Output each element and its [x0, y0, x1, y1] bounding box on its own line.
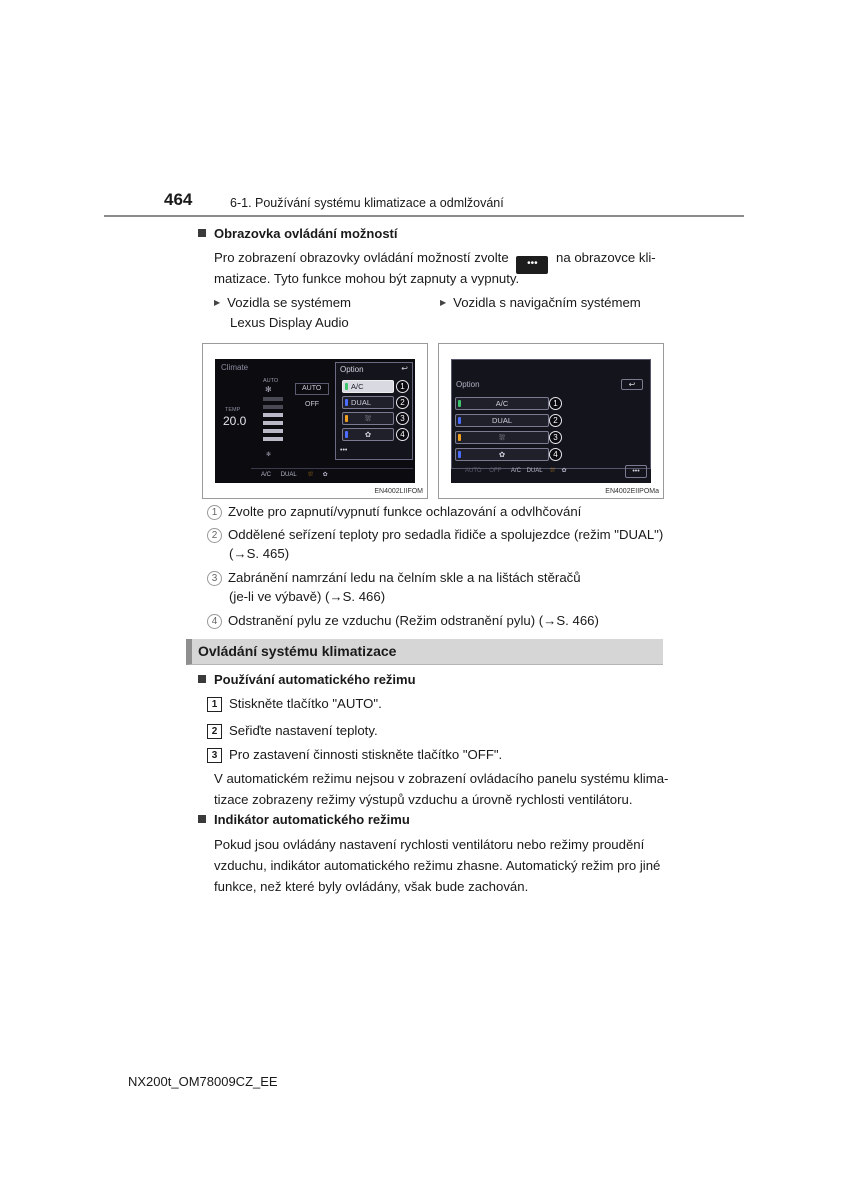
more-options-button-icon: •••: [516, 256, 548, 274]
callout-1: 1: [549, 397, 562, 410]
step-text: Pro zastavení činnosti stiskněte tlačítko "OFF".: [229, 747, 503, 762]
pollen-icon: ✿: [498, 450, 506, 459]
wiper-deicer-icon: ⛆: [365, 414, 371, 423]
variant-right: [440, 293, 641, 313]
status-dual: DUAL: [280, 472, 297, 478]
status-pollen-icon: ✿: [561, 468, 567, 474]
screenshot-navi: [438, 343, 664, 499]
temp-value: 20.0: [223, 414, 247, 428]
option-ac-label: A/C: [495, 399, 509, 408]
status-bar: [455, 465, 625, 477]
section-title: 6-1. Používání systému klimatizace a odmlžování: [230, 196, 504, 210]
led-indicator: [458, 400, 461, 407]
footer-code: NX200t_OM78009CZ_EE: [128, 1074, 278, 1089]
callout-3: 3: [396, 412, 409, 425]
fan-bar: [263, 413, 283, 417]
square-bullet-icon: [198, 815, 206, 823]
indicator-line3: funkce, než které byly ovládány, však bude zachován.: [214, 879, 529, 894]
section-band: [186, 639, 663, 665]
variant-left-line1: Vozidla se systémem: [227, 295, 352, 310]
fan-bar: [263, 405, 283, 409]
fan-speed-bars: [263, 397, 283, 447]
callout-number: 3: [207, 571, 222, 586]
status-pollen-icon: ✿: [322, 472, 328, 478]
back-icon[interactable]: ↩: [621, 379, 643, 390]
callout-item-1: [207, 502, 581, 522]
status-bar: [251, 468, 413, 480]
option-ac-label: A/C: [351, 382, 364, 391]
led-indicator: [345, 383, 348, 390]
status-off: OFF: [489, 468, 502, 474]
options-intro-line2: matizace. Tyto funkce mohou být zapnuty a vypnuty.: [214, 271, 520, 286]
callout-2: 2: [396, 396, 409, 409]
callout-1: 1: [396, 380, 409, 393]
callout-text-cont: (→S. 465): [229, 546, 290, 561]
callout-4: 4: [396, 428, 409, 441]
intro-text-a: Pro zobrazení obrazovky ovládání možností zvolte: [214, 250, 509, 265]
step-number: 3: [207, 748, 222, 763]
options-heading: [198, 226, 398, 241]
option-dual-label: DUAL: [351, 398, 372, 407]
callout-text-cont: (je-li ve výbavě) (→S. 466): [229, 589, 386, 604]
led-indicator: [458, 434, 461, 441]
intro-text-b: na obrazovce kli-: [556, 250, 656, 265]
indicator-heading-text: Indikátor automatického režimu: [214, 812, 410, 827]
option-title: Option: [456, 380, 480, 389]
lda-screen: [215, 359, 415, 483]
status-dual: DUAL: [526, 468, 543, 474]
option-dual-button[interactable]: [342, 396, 394, 409]
status-wiper-icon: ⛆: [550, 468, 555, 474]
step-text: Stiskněte tlačítko "AUTO".: [229, 696, 382, 711]
auto-mode-heading: [198, 672, 416, 687]
option-ac-button[interactable]: [455, 397, 549, 410]
auto-mode-heading-text: Používání automatického režimu: [214, 672, 416, 687]
navi-screen: [451, 359, 651, 483]
status-ac: A/C: [261, 472, 272, 478]
more-button[interactable]: •••: [340, 447, 348, 454]
page-number: 464: [164, 190, 193, 209]
status-auto: AUTO: [465, 468, 482, 474]
fan-bar: [263, 437, 283, 441]
image-code: EN4002LIIFOM: [374, 488, 423, 495]
option-pollen-button[interactable]: [455, 448, 549, 461]
off-button[interactable]: OFF: [305, 401, 319, 408]
led-indicator: [345, 431, 348, 438]
indicator-line2: vzduchu, indikátor automatického režimu zhasne. Automatický režim pro jiné: [214, 858, 661, 873]
section-band-title: Ovládání systému klimatizace: [198, 643, 397, 659]
back-icon[interactable]: ↩: [401, 364, 408, 373]
square-bullet-icon: [198, 229, 206, 237]
callout-4: 4: [549, 448, 562, 461]
fan-bar: [263, 429, 283, 433]
climate-title: Climate: [221, 363, 249, 372]
more-button[interactable]: •••: [625, 465, 647, 478]
step-text: Seřiďte nastavení teploty.: [229, 723, 378, 738]
callout-3: 3: [549, 431, 562, 444]
callout-item-4: [207, 611, 599, 631]
variant-left-line2: Lexus Display Audio: [230, 315, 349, 330]
callout-text: Oddělené seřízení teploty pro sedadla řidiče a spolujezdce (režim "DUAL"): [228, 527, 664, 542]
callout-number: 2: [207, 528, 222, 543]
callout-2: 2: [549, 414, 562, 427]
step-number: 1: [207, 697, 222, 712]
variant-right-text: Vozidla s navigačním systémem: [453, 295, 641, 310]
option-dual-label: DUAL: [491, 416, 512, 425]
auto-note-line2: tizace zobrazeny režimy výstupů vzduchu a úrovně rychlosti ventilátoru.: [214, 792, 633, 807]
callout-text: Zvolte pro zapnutí/vypnutí funkce ochlazování a odvlhčování: [228, 504, 582, 519]
fan-icon: ✻: [265, 385, 272, 394]
triangle-bullet-icon: ▶: [214, 298, 221, 307]
callout-text: Zabránění namrzání ledu na čelním skle a na lištách stěračů: [228, 570, 581, 585]
triangle-bullet-icon: ▶: [440, 298, 447, 307]
auto-button[interactable]: AUTO: [295, 383, 329, 395]
callout-item-3: [207, 568, 581, 588]
led-indicator: [458, 451, 461, 458]
wiper-deicer-icon: ⛆: [499, 433, 505, 442]
callout-item-2: [207, 525, 663, 545]
option-wiper-deicer-button[interactable]: [342, 412, 394, 425]
auto-note-line1: V automatickém režimu nejsou v zobrazení ovládacího panelu systému klima-: [214, 771, 669, 786]
option-ac-button[interactable]: [342, 380, 394, 393]
header-divider: [104, 215, 744, 217]
option-dual-button[interactable]: [455, 414, 549, 427]
square-bullet-icon: [198, 675, 206, 683]
option-title: Option: [340, 365, 364, 374]
led-indicator: [345, 415, 348, 422]
step-number: 2: [207, 724, 222, 739]
pollen-icon: ✿: [364, 430, 372, 439]
auto-indicator: AUTO: [263, 378, 279, 384]
option-wiper-deicer-button[interactable]: [455, 431, 549, 444]
screenshot-lda: [202, 343, 428, 499]
fan-small-icon: ✻: [266, 452, 272, 458]
option-panel: [335, 362, 413, 460]
options-heading-text: Obrazovka ovládání možností: [214, 226, 398, 241]
status-ac: A/C: [510, 468, 521, 474]
step-2: [207, 721, 378, 741]
image-code: EN4002EIIPOMa: [605, 488, 659, 495]
callout-text: Odstranění pylu ze vzduchu (Režim odstranění pylu) (→S. 466): [228, 613, 599, 628]
fan-bar: [263, 421, 283, 425]
temp-label: TEMP: [225, 407, 241, 413]
callout-number: 4: [207, 614, 222, 629]
led-indicator: [458, 417, 461, 424]
led-indicator: [345, 399, 348, 406]
status-wiper-icon: ⛆: [308, 472, 313, 478]
callout-number: 1: [207, 505, 222, 520]
option-pollen-button[interactable]: [342, 428, 394, 441]
fan-bar: [263, 397, 283, 401]
step-1: [207, 694, 382, 714]
variant-left: [214, 293, 351, 313]
indicator-line1: Pokud jsou ovládány nastavení rychlosti ventilátoru nebo režimy proudění: [214, 837, 645, 852]
step-3: [207, 745, 502, 765]
indicator-heading: [198, 812, 410, 827]
